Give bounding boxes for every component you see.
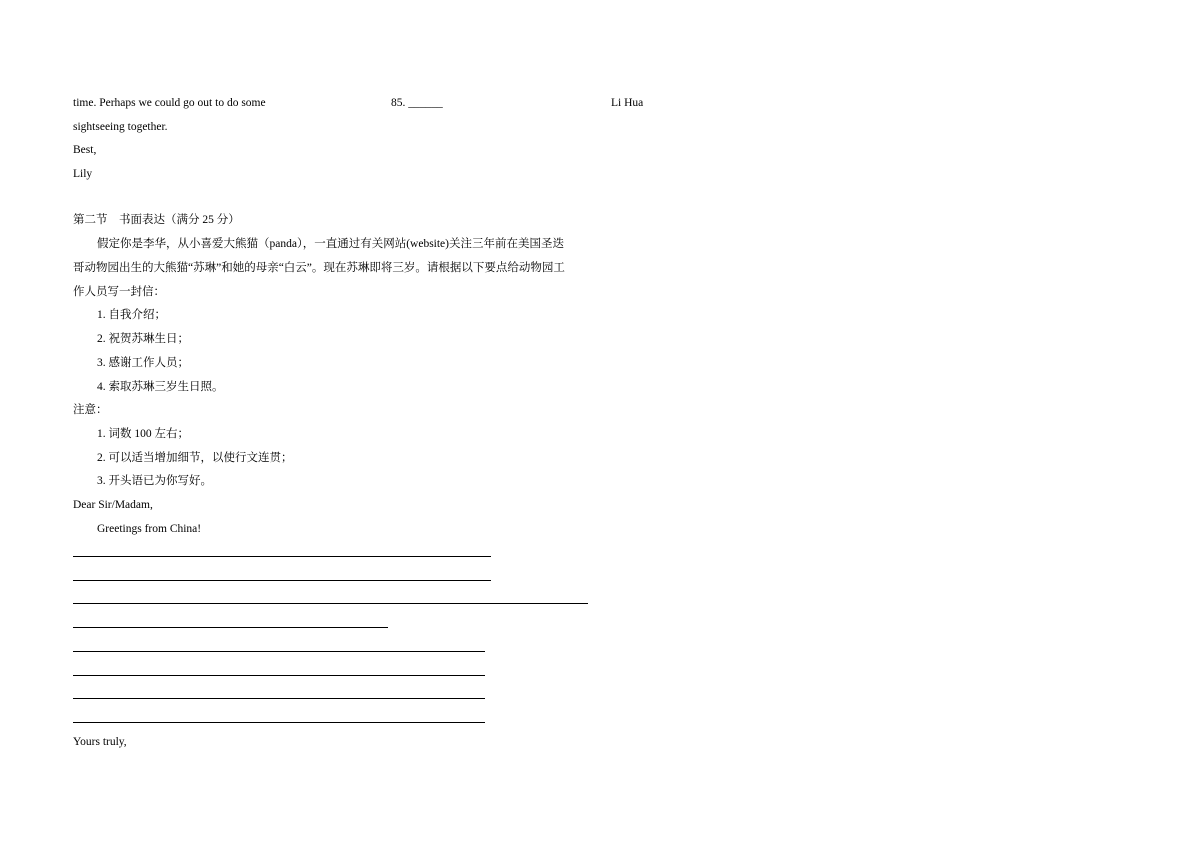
- notes-heading: 注意：: [73, 404, 108, 416]
- note-item: 3. 开头语已为你写好。: [97, 475, 212, 487]
- answer-line[interactable]: [73, 651, 485, 652]
- answer-line[interactable]: [73, 580, 491, 581]
- right-name: Li Hua: [611, 97, 644, 109]
- answer-line[interactable]: [73, 722, 485, 723]
- section-heading: 第二节 书面表达（满分 25 分）: [73, 214, 240, 226]
- point-item: 3. 感谢工作人员；: [97, 357, 189, 369]
- answer-line[interactable]: [73, 698, 485, 699]
- letter-opening: Greetings from China!: [97, 523, 202, 535]
- question-85-blank: 85. ______: [391, 97, 443, 109]
- note-item: 2. 可以适当增加细节，以使行文连贯；: [97, 452, 293, 464]
- letter-fragment-line-1: time. Perhaps we could go out to do some: [73, 97, 266, 109]
- answer-line[interactable]: [73, 556, 491, 557]
- prompt-line-1: 假定你是李华，从小喜爱大熊猫（panda），一直通过有关网站(website)关注三年前在美国圣迭: [97, 238, 564, 250]
- point-item: 1. 自我介绍；: [97, 309, 166, 321]
- point-item: 4. 索取苏琳三岁生日照。: [97, 381, 224, 393]
- answer-line[interactable]: [73, 603, 588, 604]
- answer-line[interactable]: [73, 675, 485, 676]
- answer-line[interactable]: [73, 627, 388, 628]
- letter-closing: Best,: [73, 144, 97, 156]
- point-item: 2. 祝贺苏琳生日；: [97, 333, 189, 345]
- letter-sign-off: Yours truly,: [73, 736, 127, 748]
- letter-salutation: Dear Sir/Madam,: [73, 499, 153, 511]
- letter-fragment-line-2: sightseeing together.: [73, 121, 168, 133]
- prompt-line-2: 哥动物园出生的大熊猫“苏琳”和她的母亲“白云”。现在苏琳即将三岁。请根据以下要点给动物园工: [73, 262, 565, 274]
- letter-signature: Lily: [73, 168, 93, 180]
- prompt-line-3: 作人员写一封信：: [73, 286, 165, 298]
- note-item: 1. 词数 100 左右；: [97, 428, 189, 440]
